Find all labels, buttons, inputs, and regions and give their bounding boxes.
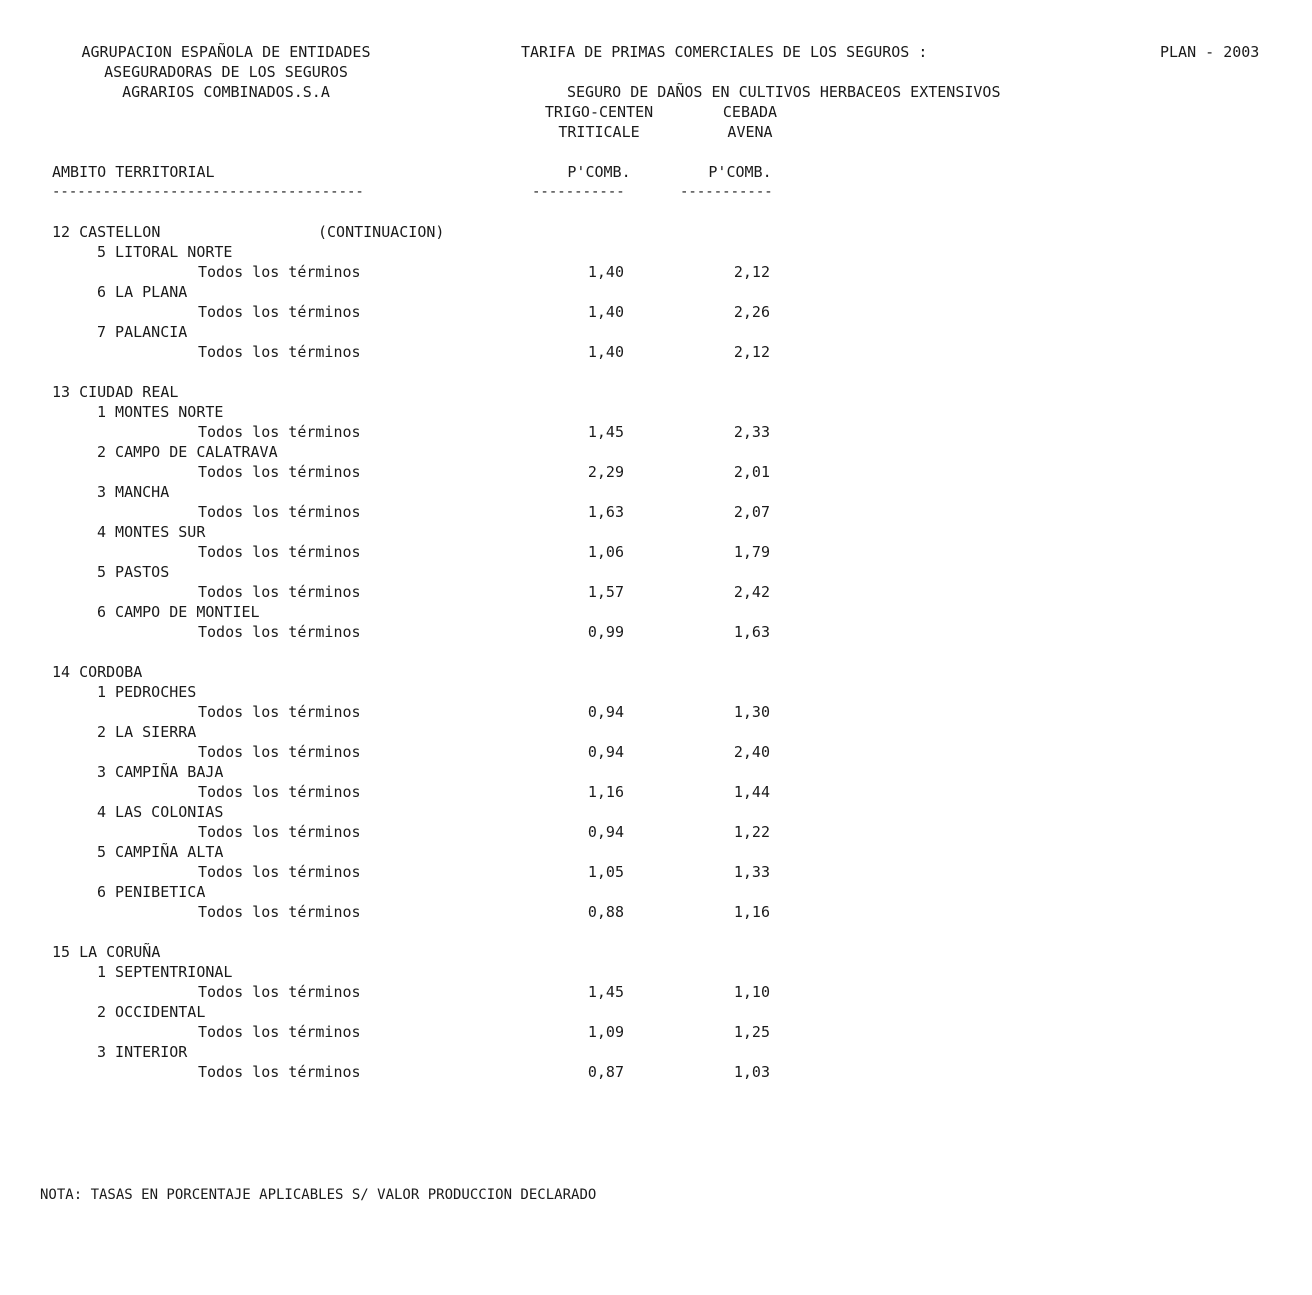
column-1-header: P'COMB.	[567, 163, 631, 181]
comarca-name: 3 CAMPIÑA BAJA	[97, 763, 224, 781]
ambito-territorial-header: AMBITO TERRITORIAL	[52, 163, 215, 181]
column-2-header: P'COMB.	[708, 163, 772, 181]
comarca-name: 5 CAMPIÑA ALTA	[97, 843, 224, 861]
terms-label: Todos los términos	[198, 623, 361, 641]
premium-value-col-2: 1,30	[733, 703, 770, 721]
terms-label: Todos los términos	[198, 1063, 361, 1081]
comarca-name: 2 LA SIERRA	[97, 723, 197, 741]
premium-value-col-1: 1,57	[587, 583, 624, 601]
premium-value-col-1: 2,29	[587, 463, 624, 481]
province-name: 15 LA CORUÑA	[52, 943, 161, 961]
footer-note: NOTA: TASAS EN PORCENTAJE APLICABLES S/ VALOR PRODUCCION DECLARADO	[40, 1187, 597, 1203]
column-1-crop-line-2: TRITICALE	[558, 123, 640, 141]
comarca-name: 4 LAS COLONIAS	[97, 803, 224, 821]
comarca-name: 6 LA PLANA	[97, 283, 188, 301]
org-name-line-2: ASEGURADORAS DE LOS SEGUROS	[104, 63, 348, 81]
continuation-note: (CONTINUACION)	[318, 223, 445, 241]
comarca-name: 2 CAMPO DE CALATRAVA	[97, 443, 278, 461]
column-1-crop-line-1: TRIGO-CENTEN	[544, 103, 654, 121]
premium-value-col-2: 2,33	[733, 423, 770, 441]
premium-value-col-1: 1,45	[587, 423, 624, 441]
premium-value-col-2: 1,25	[733, 1023, 770, 1041]
column-2-crop-line-1: CEBADA	[722, 103, 778, 121]
premium-value-col-2: 1,79	[733, 543, 770, 561]
plan-label: PLAN - 2003	[1160, 43, 1260, 61]
premium-value-col-2: 1,16	[733, 903, 770, 921]
premium-value-col-1: 1,40	[587, 303, 624, 321]
premium-value-col-1: 0,94	[587, 703, 624, 721]
premium-value-col-2: 1,22	[733, 823, 770, 841]
premium-value-col-2: 1,44	[733, 783, 770, 801]
terms-label: Todos los términos	[198, 823, 361, 841]
premium-value-col-2: 2,01	[733, 463, 770, 481]
terms-label: Todos los términos	[198, 583, 361, 601]
premium-value-col-1: 0,99	[587, 623, 624, 641]
terms-label: Todos los términos	[198, 503, 361, 521]
premium-value-col-2: 2,07	[733, 503, 770, 521]
premium-value-col-2: 2,40	[733, 743, 770, 761]
terms-label: Todos los términos	[198, 703, 361, 721]
terms-label: Todos los términos	[198, 903, 361, 921]
terms-label: Todos los términos	[198, 1023, 361, 1041]
terms-label: Todos los términos	[198, 863, 361, 881]
premium-value-col-1: 0,94	[587, 743, 624, 761]
terms-label: Todos los términos	[198, 783, 361, 801]
premium-value-col-1: 1,63	[587, 503, 624, 521]
premium-value-col-1: 1,40	[587, 263, 624, 281]
column-2-crop-line-2: AVENA	[727, 123, 773, 141]
terms-label: Todos los términos	[198, 263, 361, 281]
premium-value-col-2: 2,12	[733, 263, 770, 281]
org-name-line-1: AGRUPACION ESPAÑOLA DE ENTIDADES	[81, 43, 371, 61]
province-name: 13 CIUDAD REAL	[52, 383, 179, 401]
comarca-name: 3 MANCHA	[97, 483, 170, 501]
premium-value-col-2: 1,63	[733, 623, 770, 641]
comarca-name: 7 PALANCIA	[97, 323, 188, 341]
document-subtitle: SEGURO DE DAÑOS EN CULTIVOS HERBACEOS EXTENSIVOS	[567, 83, 1001, 101]
premium-value-col-1: 1,16	[587, 783, 624, 801]
premium-value-col-1: 1,05	[587, 863, 624, 881]
comarca-name: 1 SEPTENTRIONAL	[97, 963, 233, 981]
terms-label: Todos los términos	[198, 463, 361, 481]
terms-label: Todos los términos	[198, 303, 361, 321]
comarca-name: 1 MONTES NORTE	[97, 403, 224, 421]
terms-label: Todos los términos	[198, 743, 361, 761]
premium-value-col-1: 1,45	[587, 983, 624, 1001]
document-title: TARIFA DE PRIMAS COMERCIALES DE LOS SEGUROS :	[521, 43, 928, 61]
comarca-name: 6 CAMPO DE MONTIEL	[97, 603, 260, 621]
premium-value-col-1: 0,94	[587, 823, 624, 841]
premium-value-col-1: 1,09	[587, 1023, 624, 1041]
comarca-name: 3 INTERIOR	[97, 1043, 188, 1061]
column-1-separator: -----------	[532, 184, 625, 200]
premium-value-col-2: 2,26	[733, 303, 770, 321]
premium-value-col-2: 1,03	[733, 1063, 770, 1081]
ambito-separator: -------------------------------------	[52, 184, 364, 200]
premium-value-col-2: 2,42	[733, 583, 770, 601]
terms-label: Todos los términos	[198, 543, 361, 561]
terms-label: Todos los términos	[198, 983, 361, 1001]
premium-value-col-2: 2,12	[733, 343, 770, 361]
comarca-name: 6 PENIBETICA	[97, 883, 206, 901]
comarca-name: 5 PASTOS	[97, 563, 170, 581]
org-name-line-3: AGRARIOS COMBINADOS.S.A	[122, 83, 330, 101]
premium-value-col-2: 1,33	[733, 863, 770, 881]
terms-label: Todos los términos	[198, 343, 361, 361]
premium-value-col-1: 0,87	[587, 1063, 624, 1081]
premium-value-col-1: 1,40	[587, 343, 624, 361]
province-name: 14 CORDOBA	[52, 663, 143, 681]
column-2-separator: -----------	[680, 184, 773, 200]
comarca-name: 5 LITORAL NORTE	[97, 243, 233, 261]
terms-label: Todos los términos	[198, 423, 361, 441]
premium-value-col-1: 1,06	[587, 543, 624, 561]
premium-value-col-1: 0,88	[587, 903, 624, 921]
province-name: 12 CASTELLON	[52, 223, 161, 241]
comarca-name: 2 OCCIDENTAL	[97, 1003, 206, 1021]
comarca-name: 1 PEDROCHES	[97, 683, 197, 701]
comarca-name: 4 MONTES SUR	[97, 523, 206, 541]
premium-value-col-2: 1,10	[733, 983, 770, 1001]
